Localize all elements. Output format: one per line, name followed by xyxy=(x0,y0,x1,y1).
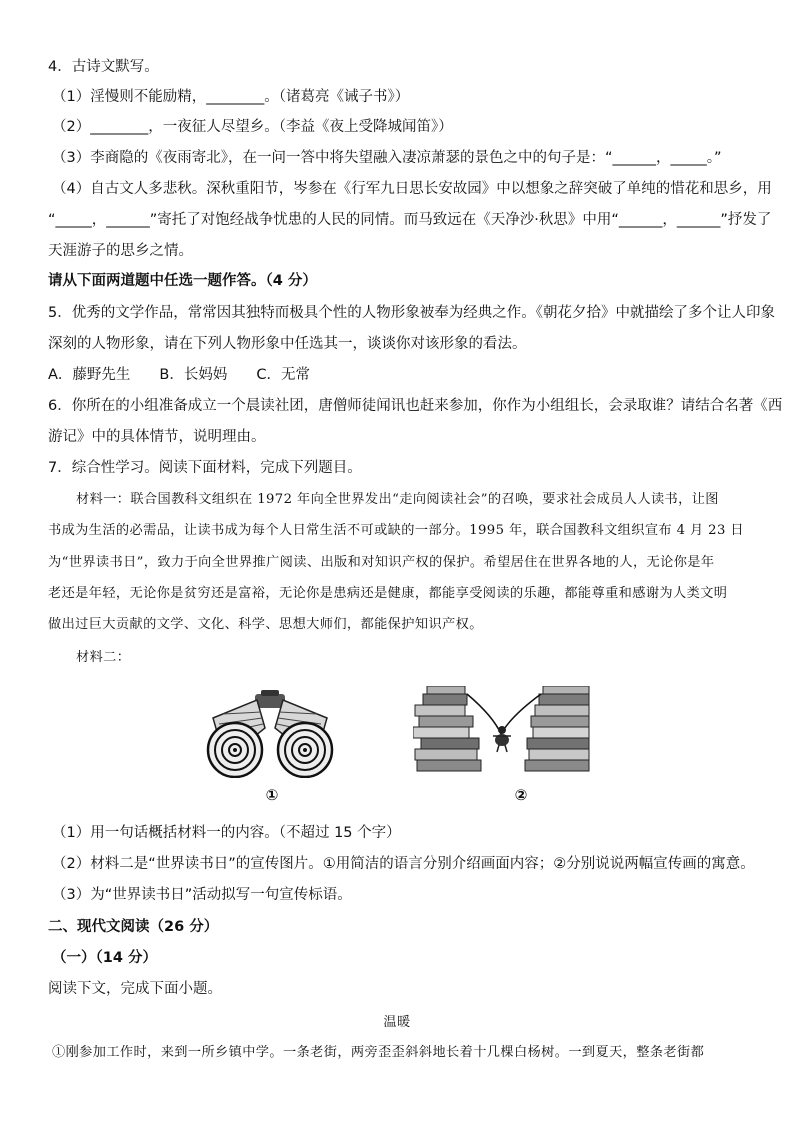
section2-heading: 二、现代文阅读（26 分） xyxy=(48,919,219,935)
q5-line-1: 5．优秀的文学作品，常常因其独特而极具个性的人物形象被奉为经典之作。《朝花夕拾》中就描绘了多个让人印象 xyxy=(48,305,775,321)
choose-heading: 请从下面两道题中任选一题作答。（4 分） xyxy=(48,273,317,289)
q4-item-4-cont: “_____，______”寄托了对饱经战争忧患的人民的同情。而马致远在《天净沙·秋思》中用“______，______”抒发了 xyxy=(48,212,772,228)
tightrope-person xyxy=(493,726,511,752)
q7-title: 7．综合性学习。阅读下面材料，完成下列题目。 xyxy=(48,460,362,476)
material1-line-4: 老还是年轻，无论你是贫穷还是富裕，无论你是患病还是健康，都能享受阅读的乐趣，都能尊重和感谢为人类文明 xyxy=(48,586,728,601)
material1-line-2: 书成为生活的必需品，让读书成为每个人日常生活不可或缺的一部分。1995 年，联合国教科文组织宣布 4 月 23 日 xyxy=(48,523,744,538)
q4-item-3: （3）李商隐的《夜雨寄北》，在一问一答中将失望融入凄凉萧瑟的景色之中的句子是：“______，_____。” xyxy=(52,150,722,166)
material1-line-1: 材料一：联合国教科文组织在 1972 年向全世界发出“走向阅读社会”的召唤，要求社会成员人人读书，让图 xyxy=(76,492,719,507)
q5-options: A．藤野先生 B．长妈妈 C．无常 xyxy=(48,367,310,383)
material1-line-5: 做出过巨大贡献的文学、文化、科学、思想大师们，都能保护知识产权。 xyxy=(48,617,483,632)
image-caption-1: ① xyxy=(265,786,279,804)
section2-sub-heading: （一）（14 分） xyxy=(52,950,157,966)
q6-line-2: 游记》中的具体情节，说明理由。 xyxy=(48,429,266,445)
binoculars-book-image xyxy=(195,688,345,778)
article-title: 温暖 xyxy=(383,1015,411,1030)
q4-item-4: （4）自古文人多悲秋。深秋重阳节，岑参在《行军九日思长安故园》中以想象之辞突破了单纯的惜花和思乡，用 xyxy=(52,181,772,197)
q4-item-4-end: 天涯游子的思乡之情。 xyxy=(48,243,193,259)
q5-line-2: 深刻的人物形象，请在下列人物形象中任选其一，谈谈你对该形象的看法。 xyxy=(48,336,527,352)
q7-question-2: （2）材料二是“世界读书日”的宣传图片。①用简洁的语言分别介绍画面内容；②分别说说两幅宣传画的寓意。 xyxy=(52,856,755,872)
binoculars-bridge xyxy=(255,694,285,708)
q4-item-1: （1）淫慢则不能励精，________。（诸葛亮《诫子书》） xyxy=(52,89,410,105)
q6-line-1: 6．你所在的小组准备成立一个晨读社团，唐僧师徒闻讯也赶来参加，你作为小组组长，会录取谁？请结合名著《西 xyxy=(48,398,783,414)
section2-instruction: 阅读下文，完成下面小题。 xyxy=(48,981,222,997)
article-paragraph-1: ①刚参加工作时，来到一所乡镇中学。一条老街，两旁歪歪斜斜地长着十几棵白杨树。一到夏天，整条老街都 xyxy=(52,1045,705,1060)
q7-question-1: （1）用一句话概括材料一的内容。（不超过 15 个字） xyxy=(52,825,401,841)
image-caption-2: ② xyxy=(514,786,528,804)
material1-line-3: 为“世界读书日”，致力于向全世界推广阅读、出版和对知识产权的保护。希望居住在世界各地的人，无论你是年 xyxy=(48,555,715,570)
q4-item-2: （2）________，一夜征人尽望乡。（李益《夜上受降城闻笛》） xyxy=(52,119,453,135)
left-book-stack xyxy=(413,686,481,771)
material2-label: 材料二： xyxy=(76,650,131,665)
q7-question-3: （3）为“世界读书日”活动拟写一句宣传标语。 xyxy=(52,887,352,903)
q4-title: 4．古诗文默写。 xyxy=(48,59,159,75)
book-stacks-image xyxy=(413,686,591,774)
